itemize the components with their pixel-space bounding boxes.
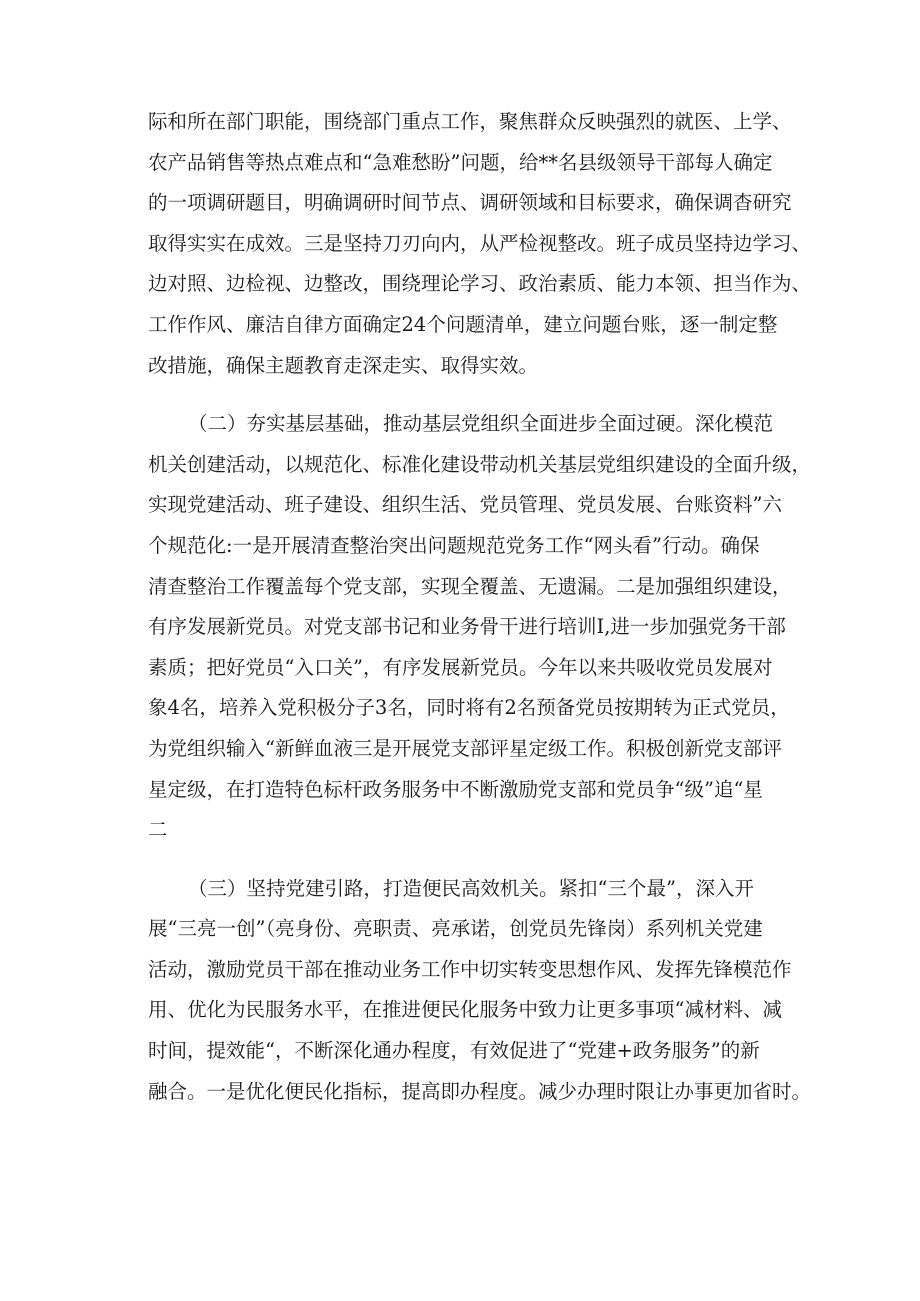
text-line: 活动，激励党员干部在推动业务工作中切实转变思想作风、发挥先锋模范作 [148,957,792,981]
text-line: 取得实实在成效。三是坚持刀刃向内，从严检视整改。班子成员坚持边学习、 [148,231,812,255]
text-line: 工作作风、廉洁自律方面确定24个问题清单，建立问题台账，逐一制定整 [148,312,778,336]
text-line: 有序发展新党员。对党支部书记和业务骨干进行培训I,进一步加强党务干部 [148,615,786,639]
text-line: 展“三亮一创”（亮身份、亮职责、亮承诺，创党员先锋岗）系列机关党建 [148,917,763,941]
text-line: 二 [148,818,168,842]
document-body [148,102,828,1112]
text-line: 机关创建活动，以规范化、标准化建设带动机关基层党组织建设的全面升级， [148,452,812,476]
text-line: 象4名，培养入党积极分子3名，同时将有2名预备党员按期转为正式党员， [148,696,790,720]
paragraph [148,102,828,386]
text-line: （三）坚持党建引路，打造便民高效机关。紧扣“三个最”，深入开 [188,876,754,900]
text-line: 用、优化为民服务水平，在推进便民化服务中致力让更多事项“减材料、减 [148,998,782,1022]
text-line: 边对照、边检视、边整改，围绕理论学习、政治素质、能力本领、担当作为、 [148,272,812,296]
text-line: 为党组织输入“新鲜血液三是开展党支部评星定级工作。积极创新党支部评 [148,736,782,760]
text-line: 的一项调研题目，明确调研时间节点、调研领域和目标要求，确保调杳研究 [148,191,792,215]
paragraph [148,869,828,1113]
text-line: 个规范化:一是开展清查整治突出问题规范党务工作“网头看”行动。确保 [148,533,760,557]
text-line: 清查整治工作覆盖每个党支部，实现全覆盖、无遗漏。二是加强组织建设， [148,574,792,598]
text-line: 改措施，确保主题教育走深走实、取得实效。 [148,353,539,377]
paragraph [148,404,828,851]
text-line: 融合。一是优化便民化指标，提高即办程度。减少办理时限让办事更加省时。 [148,1079,812,1103]
text-line: （二）夯实基层基础，推动基层党组织全面进步全面过硬。深化模范 [188,412,774,436]
text-line: 际和所在部门职能，围绕部门重点工作，聚焦群众反映强烈的就医、上学、 [148,110,792,133]
text-line: 时间，提效能“，不断深化通办程度，有效促进了“党建+政务服务”的新 [148,1039,760,1063]
text-line: 星定级，在打造特色标杆政务服务中不断激励党支部和党员争“级”追“星 [148,777,763,801]
text-line: 农产品销售等热点难点和“急难愁盼”问题，给**名县级领导干部每人确定 [148,150,773,174]
text-line: 实现党建活动、班子建设、组织生活、党员管理、党员发展、台账资料”六 [148,493,782,517]
text-line: 素质；把好党员“入口关”，有序发展新党员。今年以来共吸收党员发展对 [148,655,773,679]
